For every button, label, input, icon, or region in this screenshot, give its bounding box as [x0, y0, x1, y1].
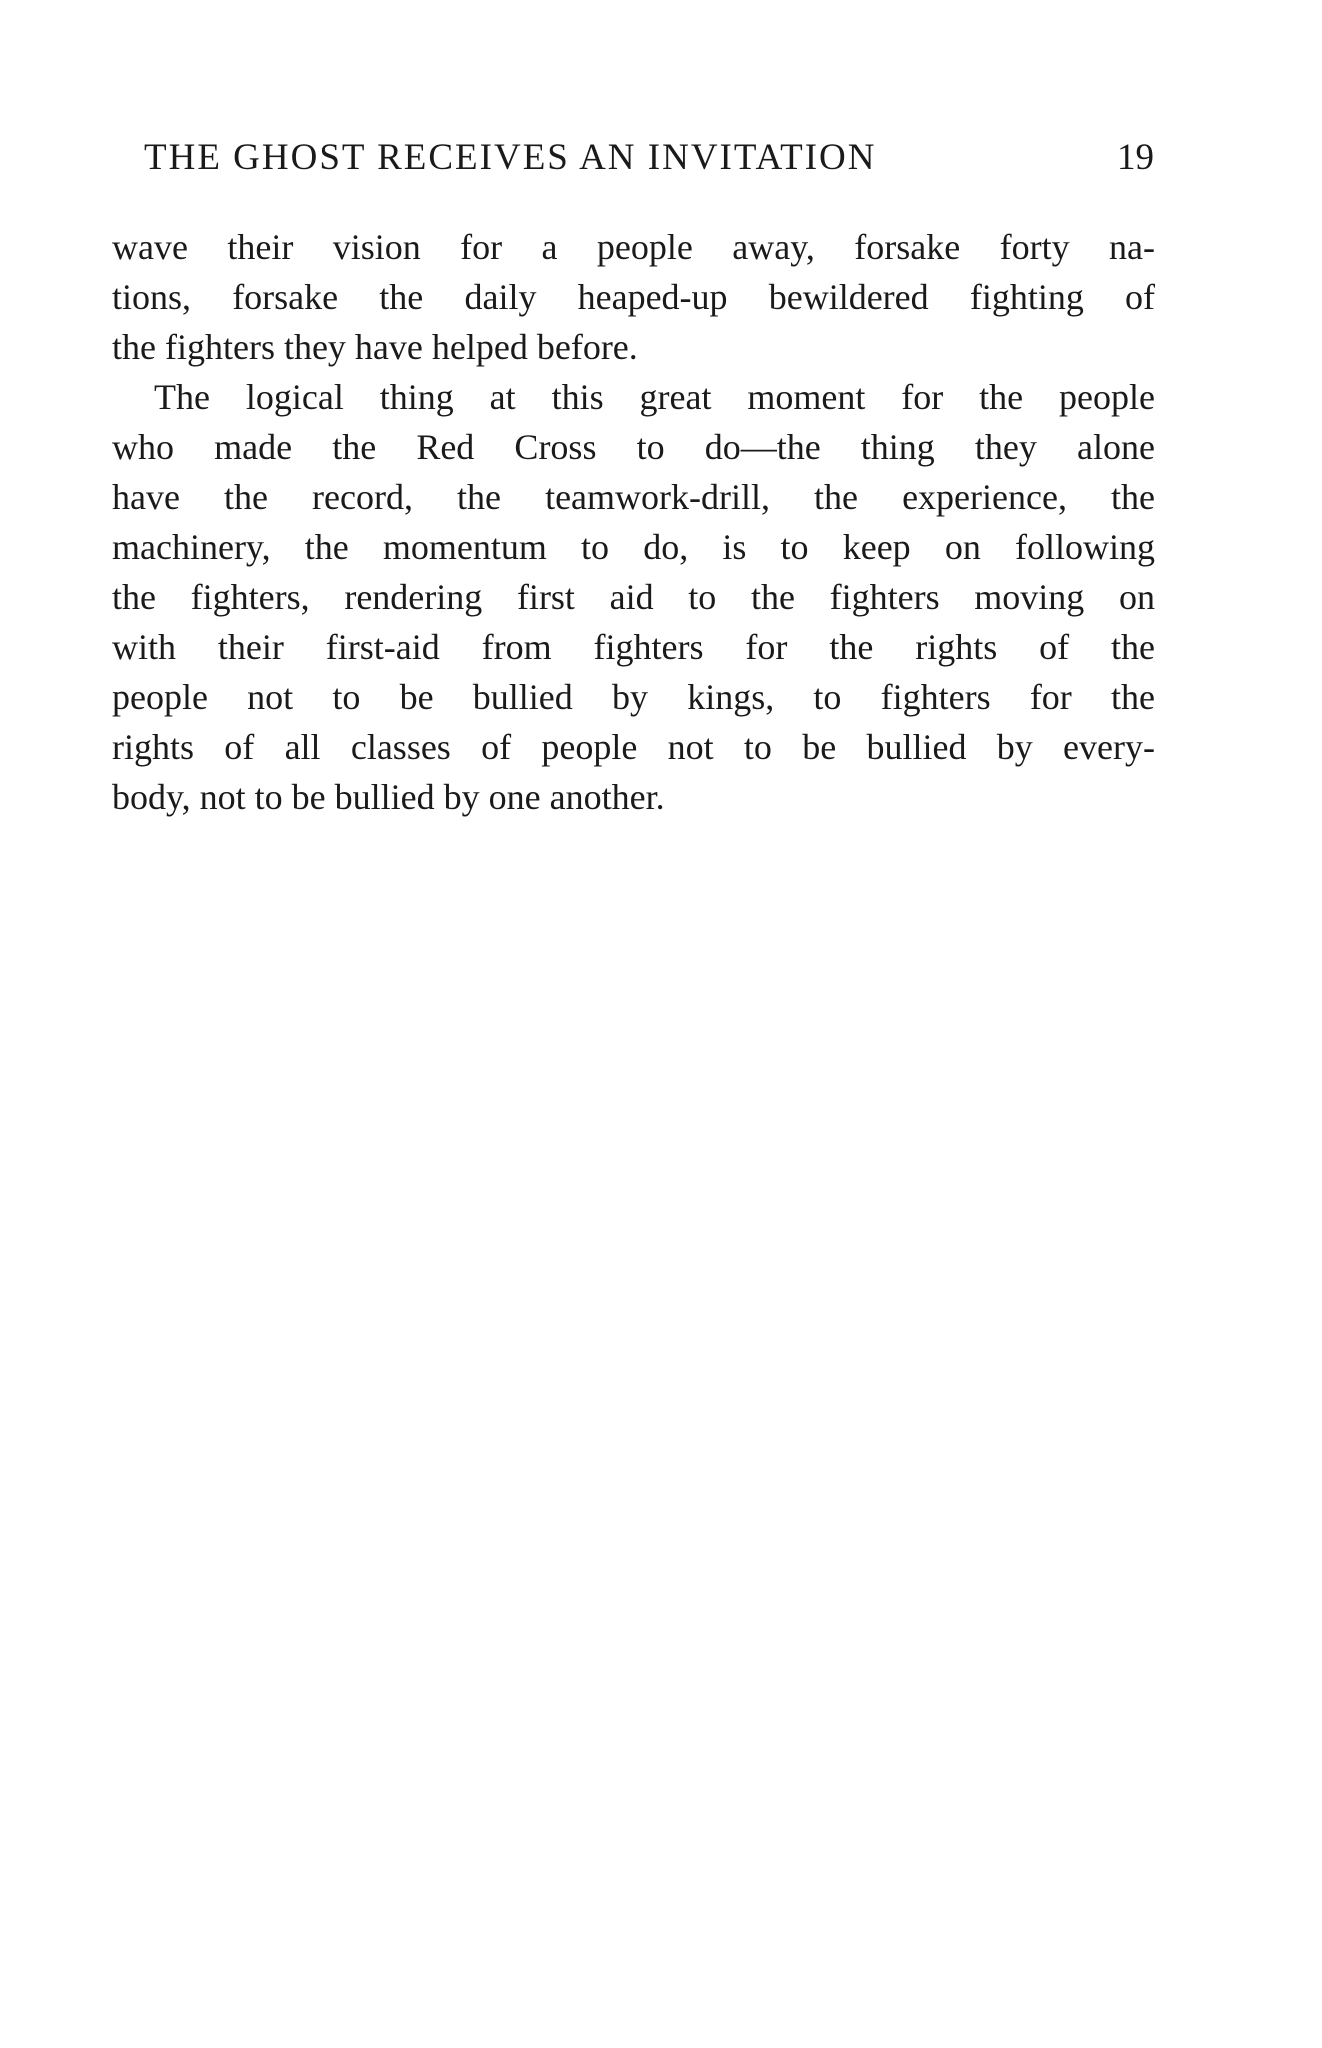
running-head [114, 136, 1154, 196]
paragraph [112, 372, 1155, 822]
running-title: THE GHOST RECEIVES AN INVITATION [144, 137, 877, 178]
paragraph [112, 222, 1155, 372]
text-line: the fighters they have helped before. [112, 327, 638, 367]
text-line: machinery, the momentum to do, is to keep on following [112, 527, 1155, 567]
text-line: people not to be bullied by kings, to fighters for the [112, 677, 1155, 717]
text-line: wave their vision for a people away, forsake forty na- [112, 227, 1155, 267]
text-line: have the record, the teamwork-drill, the experience, the [112, 477, 1155, 517]
text-line: rights of all classes of people not to be bullied by every- [112, 727, 1155, 767]
text-line: body, not to be bullied by one another. [112, 777, 665, 817]
text-line: The logical thing at this great moment for the people [154, 377, 1155, 417]
text-line: with their first-aid from fighters for the rights of the [112, 627, 1155, 667]
text-line: the fighters, rendering first aid to the fighters moving on [112, 577, 1155, 617]
text-line: who made the Red Cross to do—the thing they alone [112, 427, 1155, 467]
body-text [112, 222, 1155, 822]
page-number: 19 [1117, 137, 1154, 178]
text-line: tions, forsake the daily heaped-up bewildered fighting of [112, 277, 1155, 317]
